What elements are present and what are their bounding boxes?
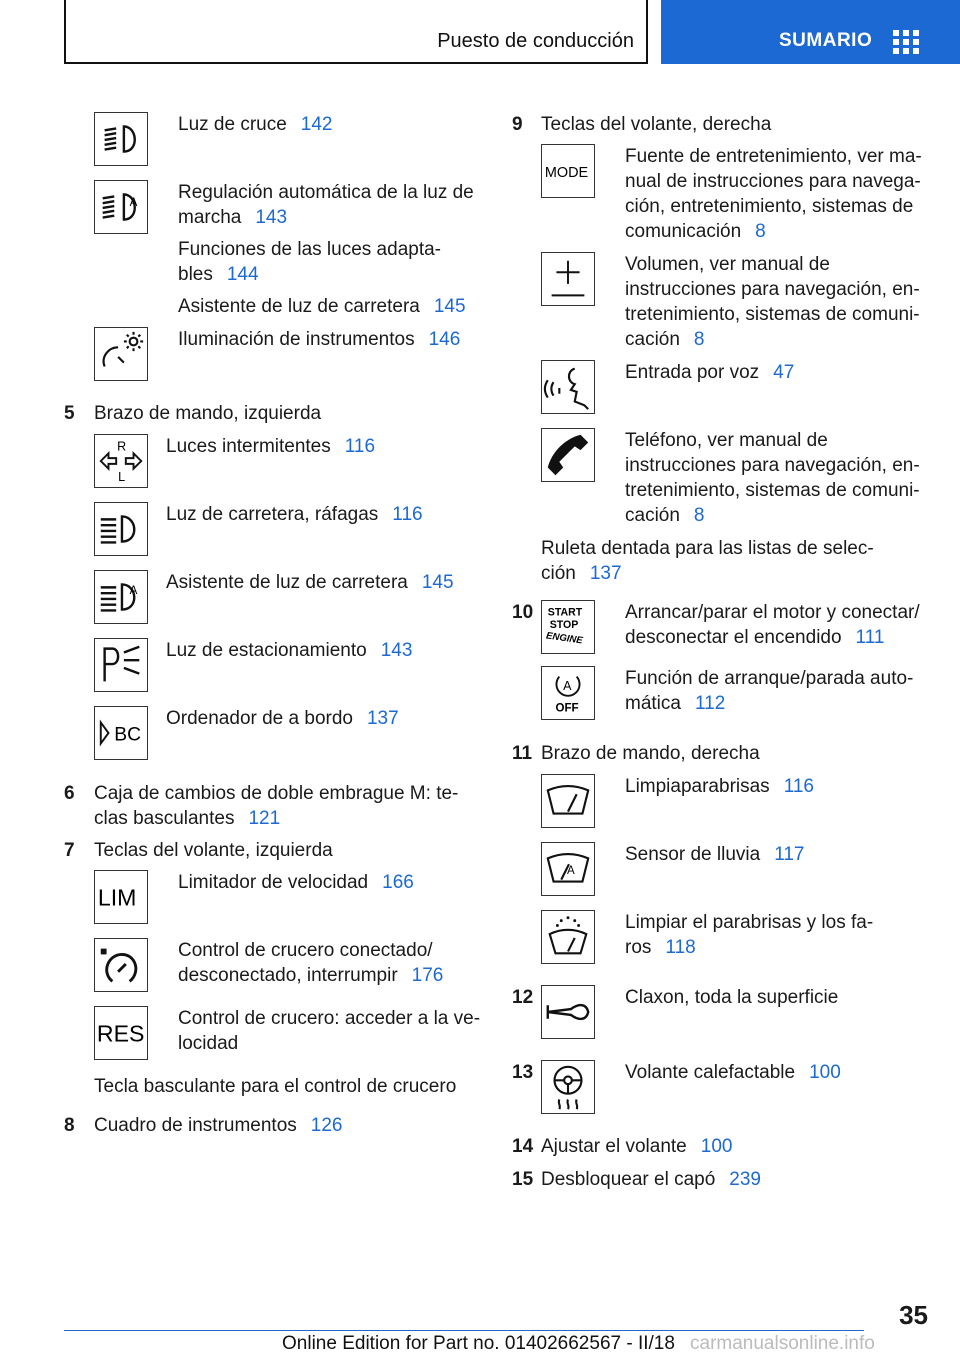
- page-link[interactable]: 47: [773, 362, 795, 383]
- section-number: 14: [512, 1136, 534, 1157]
- r-letter: R: [117, 439, 127, 454]
- section-title-7: Teclas del volante, izquierda: [94, 840, 333, 861]
- cruise-control-icon: [94, 938, 148, 992]
- page-link[interactable]: 142: [300, 114, 333, 135]
- mode-label: MODE: [544, 164, 589, 181]
- grid-menu-icon: [893, 30, 921, 54]
- mode-button-icon: [541, 144, 595, 198]
- instrument-lighting-icon: [94, 327, 148, 381]
- page-link[interactable]: 239: [729, 1169, 761, 1190]
- summary-label: SUMARIO: [779, 30, 873, 51]
- phone-icon: [541, 428, 595, 482]
- item-start-stop: Arrancar/parar el motor y conectar/ desconectar el encendido 111: [625, 602, 920, 648]
- page-link[interactable]: 126: [310, 1115, 343, 1136]
- item-turn-signals: Luces intermitentes 116: [166, 436, 376, 457]
- item-horn: Claxon, toda la superficie: [625, 987, 839, 1008]
- page-link[interactable]: 100: [700, 1136, 733, 1157]
- high-beam-assist-icon: [94, 570, 148, 624]
- page-number: 35: [899, 1300, 928, 1330]
- item-auto-headlight: Regulación automática de la luz de marcha 143: [178, 182, 474, 228]
- item-hood-release: Desbloquear el capó 239: [541, 1169, 761, 1190]
- section-number: 11: [512, 743, 533, 764]
- item-wiper: Limpiaparabrisas 116: [625, 776, 814, 797]
- bc-label: BC: [114, 724, 142, 746]
- start-label: START: [547, 606, 583, 619]
- onboard-computer-icon: [94, 706, 148, 760]
- item-adaptive-lights: Funciones de las luces adapta- bles 144: [178, 239, 441, 285]
- item-high-beam-assist-2: Asistente de luz de carretera 145: [166, 572, 454, 593]
- section-number: 13: [512, 1062, 534, 1083]
- item-entertainment-source: Fuente de entretenimiento, ver ma- nual de instrucciones para navega- ción, entretenimiento, sistemas de comunicación 8: [625, 146, 922, 242]
- off-label: OFF: [555, 702, 579, 715]
- item-rain-sensor: Sensor de lluvia 117: [625, 844, 805, 865]
- item-heated-steering: Volante calefactable 100: [625, 1062, 841, 1083]
- header-section-box: [64, 0, 648, 64]
- page-link[interactable]: 118: [665, 937, 696, 958]
- section-number: 9: [512, 114, 523, 135]
- section-number: 15: [512, 1169, 534, 1190]
- section-title-6: Caja de cambios de doble embrague M: te- clas basculantes 121: [94, 783, 459, 829]
- page-link[interactable]: 100: [809, 1062, 841, 1083]
- auto-a-letter: A: [129, 197, 138, 210]
- page-link[interactable]: 8: [755, 221, 766, 242]
- page-link[interactable]: 116: [344, 436, 376, 457]
- item-adjust-steering: Ajustar el volante 100: [541, 1136, 733, 1157]
- item-voice-input: Entrada por voz 47: [625, 362, 795, 383]
- item-phone: Teléfono, ver manual de instrucciones para navegación, en- tretenimiento, sistemas de comuni- cación 8: [625, 430, 920, 526]
- washer-icon: [541, 910, 595, 964]
- summary-button[interactable]: [661, 0, 960, 64]
- res-label: RES: [96, 1020, 145, 1047]
- section-title-8: Cuadro de instrumentos 126: [94, 1115, 343, 1136]
- stop-label: STOP: [549, 618, 579, 631]
- section-number: 12: [512, 987, 534, 1008]
- voice-input-icon: [541, 360, 595, 414]
- engine-label: ENGINE: [545, 630, 584, 647]
- page-link[interactable]: 145: [421, 572, 454, 593]
- item-high-beam: Luz de carretera, ráfagas 116: [166, 504, 423, 525]
- wiper-icon: [541, 774, 595, 828]
- item-high-beam-assist: Asistente de luz de carretera 145: [178, 296, 466, 317]
- rain-sensor-icon: [541, 842, 595, 896]
- auto-headlight-icon: [94, 180, 148, 234]
- page-link[interactable]: 166: [382, 872, 414, 893]
- auto-a-letter-2: A: [563, 679, 572, 694]
- section-number: 5: [64, 403, 75, 424]
- page-link[interactable]: 143: [380, 640, 413, 661]
- watermark: carmanualsonline.info: [690, 1333, 875, 1354]
- low-beam-icon: [94, 112, 148, 166]
- horn-icon: [541, 985, 595, 1039]
- item-cruise-rocker: Tecla basculante para el control de crucero: [94, 1076, 457, 1097]
- page-link[interactable]: 8: [693, 505, 705, 526]
- rain-a-letter: A: [567, 864, 575, 877]
- item-auto-start-stop: Función de arranque/parada auto- mática 112: [625, 668, 914, 714]
- item-washer: Limpiar el parabrisas y los fa- ros 118: [625, 912, 874, 958]
- section-title-5: Brazo de mando, izquierda: [94, 403, 322, 424]
- auto-start-stop-icon: [541, 666, 595, 720]
- item-onboard-computer: Ordenador de a bordo 137: [166, 708, 399, 729]
- section-number: 8: [64, 1115, 75, 1136]
- item-parking-light: Luz de estacionamiento 143: [166, 640, 413, 661]
- page-link[interactable]: 116: [783, 776, 814, 797]
- item-resume-speed: Control de crucero: acceder a la ve- locidad: [178, 1008, 481, 1054]
- page-link[interactable]: 8: [693, 329, 705, 350]
- section-title-9: Teclas del volante, derecha: [541, 114, 772, 135]
- item-instrument-lighting: Iluminación de instrumentos 146: [178, 329, 461, 350]
- page-link[interactable]: 145: [433, 296, 466, 317]
- page-link[interactable]: 117: [774, 844, 805, 865]
- page-link[interactable]: 121: [248, 808, 281, 829]
- section-title-11: Brazo de mando, derecha: [541, 743, 760, 764]
- section-number: 10: [512, 602, 534, 623]
- start-stop-icon: [541, 600, 595, 654]
- item-thumbwheel: Ruleta dentada para las listas de selec- ción 137: [541, 538, 874, 584]
- item-cruise-control: Control de crucero conectado/ desconectado, interrumpir 176: [178, 940, 444, 986]
- footer-divider: [64, 1330, 864, 1331]
- heated-steering-icon: [541, 1060, 595, 1114]
- speed-limiter-icon: [94, 870, 148, 924]
- page-link[interactable]: 112: [694, 693, 726, 714]
- page-link[interactable]: 144: [226, 264, 259, 285]
- page-link[interactable]: 111: [855, 627, 885, 648]
- l-letter: L: [118, 470, 126, 485]
- assist-a-letter: A: [129, 585, 138, 598]
- page-link[interactable]: 176: [411, 965, 444, 986]
- page-link[interactable]: 116: [392, 504, 423, 525]
- edition-text: Online Edition for Part no. 01402662567 - II/18: [282, 1333, 675, 1354]
- lim-label: LIM: [97, 884, 137, 911]
- page-link[interactable]: 143: [255, 207, 288, 228]
- page-link[interactable]: 137: [589, 563, 622, 584]
- parking-light-icon: [94, 638, 148, 692]
- item-volume: Volumen, ver manual de instrucciones para navegación, en- tretenimiento, sistemas de comuni- cación 8: [625, 254, 920, 350]
- item-low-beam: Luz de cruce 142: [178, 114, 333, 135]
- resume-icon: [94, 1006, 148, 1060]
- section-number: 6: [64, 783, 75, 804]
- page-link[interactable]: 146: [428, 329, 461, 350]
- volume-icon: [541, 252, 595, 306]
- page-link[interactable]: 137: [366, 708, 399, 729]
- turn-signal-icon: [94, 434, 148, 488]
- item-speed-limiter: Limitador de velocidad 166: [178, 872, 414, 893]
- section-number: 7: [64, 840, 75, 861]
- high-beam-icon: [94, 502, 148, 556]
- section-title: Puesto de conducción: [437, 30, 634, 52]
